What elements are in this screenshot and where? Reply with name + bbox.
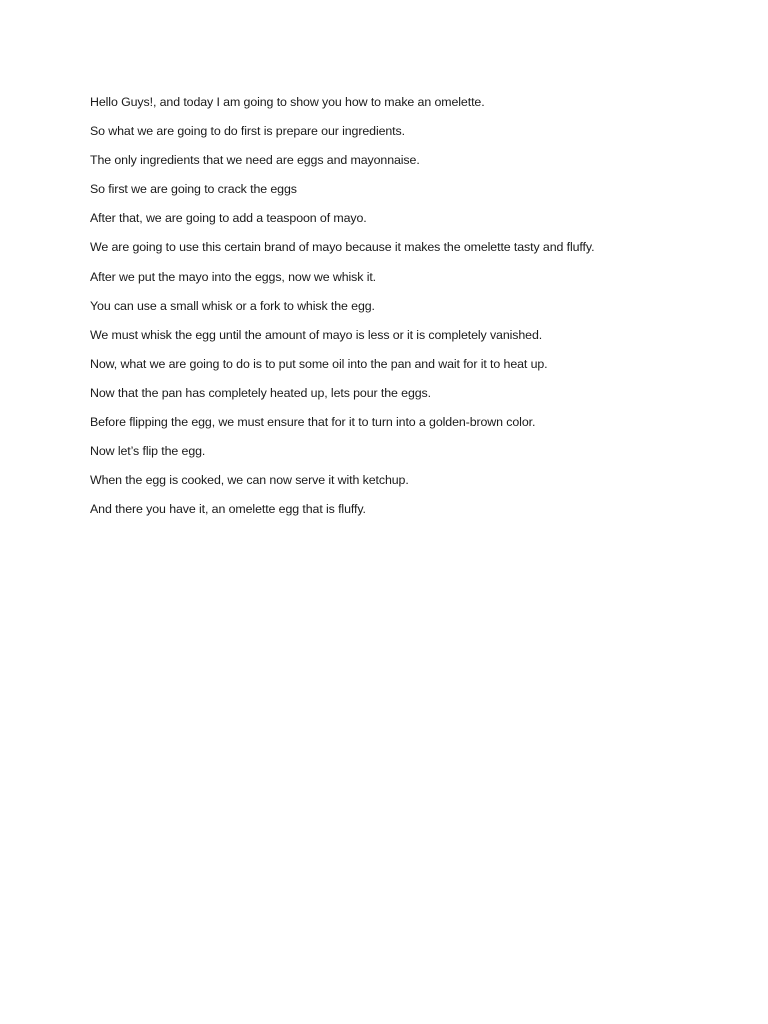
- paragraph-line: After we put the mayo into the eggs, now we whisk it.: [90, 269, 377, 284]
- paragraph-line: Now that the pan has completely heated up, lets pour the eggs.: [90, 385, 431, 400]
- paragraph-line: Hello Guys!, and today I am going to show you how to make an omelette.: [90, 95, 485, 109]
- paragraph-line: We are going to use this certain brand of mayo because it makes the omelette tasty and fluffy.: [90, 240, 595, 255]
- paragraph-line: The only ingredients that we need are eggs and mayonnaise.: [90, 153, 420, 168]
- paragraph-line: You can use a small whisk or a fork to whisk the egg.: [90, 298, 375, 313]
- paragraph-line: We must whisk the egg until the amount of mayo is less or it is completely vanished.: [90, 327, 543, 342]
- document-body: [90, 92, 710, 528]
- paragraph-line: Now, what we are going to do is to put some oil into the pan and wait for it to heat up.: [90, 356, 548, 371]
- paragraph-line: So what we are going to do first is prepare our ingredients.: [90, 124, 405, 139]
- paragraph-line: So first we are going to crack the eggs: [90, 182, 297, 197]
- paragraph-line: And there you have it, an omelette egg that is fluffy.: [90, 502, 366, 517]
- paragraph-line: When the egg is cooked, we can now serve it with ketchup.: [90, 473, 409, 488]
- paragraph-line: Before flipping the egg, we must ensure that for it to turn into a golden-brown color.: [90, 415, 536, 430]
- paragraph-line: After that, we are going to add a teaspoon of mayo.: [90, 211, 367, 226]
- paragraph-line: Now let’s flip the egg.: [90, 444, 206, 459]
